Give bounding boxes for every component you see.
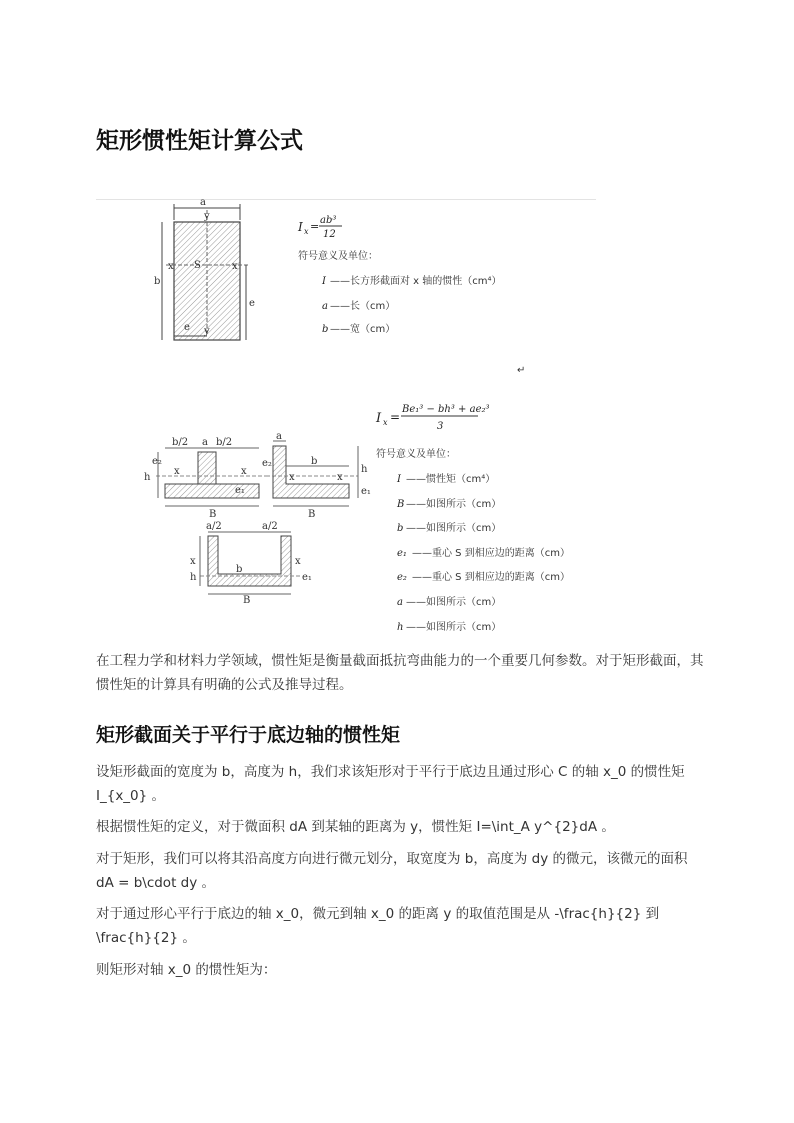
tu-legend-desc: ——如图所示（cm）: [406, 597, 502, 608]
label-t-b2-left: b/2: [172, 437, 189, 448]
tu-legend-symbol: h: [397, 622, 404, 633]
label-dim-b: b: [154, 276, 161, 287]
label-u-h: h: [190, 572, 197, 583]
section-heading: 矩形截面关于平行于底边轴的惯性矩: [96, 724, 401, 746]
return-marker: ↵: [517, 365, 526, 376]
formula-rect-lhs: I: [298, 220, 303, 234]
t-section-web: [198, 452, 216, 484]
label-l-x-right: x: [337, 472, 343, 483]
label-axis-y-top: y: [204, 211, 210, 222]
paragraph: 根据惯性矩的定义，对于微面积 dA 到某轴的距离为 y，惯性矩 I=\int_A y^{2}dA 。: [96, 819, 615, 835]
figure-svg: [96, 196, 596, 641]
label-t-e1: e₁: [235, 485, 245, 496]
u-section-shape: [208, 536, 291, 586]
formula-tu-numerator: Be₁³ − bh³ + ae₂³: [402, 404, 490, 415]
formula-tu-lhs: I: [376, 411, 382, 426]
label-l-h: h: [361, 464, 368, 475]
rectangle-formula: [297, 215, 342, 240]
tu-legend-desc: ——如图所示（cm）: [406, 523, 502, 534]
tu-legend-title: 符号意义及单位：: [376, 449, 456, 460]
label-l-b: b: [311, 456, 318, 467]
paragraph: 设矩形截面的宽度为 b，高度为 h，我们求该矩形对于平行于底边且通过形心 C 的轴 x_0 的惯性矩 I_{x_0} 。: [96, 764, 685, 804]
label-u-x-left: x: [190, 556, 196, 567]
label-l-e1: e₁: [361, 486, 371, 497]
paragraph: 则矩形对轴 x_0 的惯性矩为：: [96, 962, 277, 978]
tu-legend-desc: ——如图所示（cm）: [406, 499, 502, 510]
label-centroid: S: [194, 260, 201, 271]
t-section-diagram: [144, 437, 266, 520]
rect-legend-symbol: I: [322, 276, 326, 287]
formula-rect-sub: x: [304, 227, 309, 236]
label-u-e1: e₁: [302, 572, 312, 583]
formula-tu-denominator: 3: [437, 421, 444, 432]
label-l-a: a: [276, 431, 282, 442]
paragraph: 对于通过形心平行于底边的轴 x_0，微元到轴 x_0 的距离 y 的取值范围是从 -\frac{h}{2} 到 \frac{h}{2} 。: [96, 906, 660, 946]
label-dim-ez: e: [249, 298, 255, 309]
tu-legend-desc: ——重心 S 到相应边的距离（cm）: [412, 572, 570, 583]
label-t-B: B: [209, 509, 217, 520]
rectangle-section-diagram: [154, 197, 255, 340]
label-l-B: B: [308, 509, 316, 520]
label-t-b2-right: b/2: [216, 437, 233, 448]
label-t-a: a: [202, 437, 208, 448]
rect-legend-title: 符号意义及单位：: [298, 251, 378, 262]
rect-legend-symbol: a: [322, 301, 328, 312]
svg-text:=: =: [390, 410, 401, 424]
tu-legend-symbol: e₂: [397, 572, 407, 583]
tu-legend-symbol: B: [397, 499, 405, 510]
formula-rect-numerator: ab³: [320, 215, 337, 226]
tu-legend-list: [396, 472, 570, 633]
label-dim-ey: e: [184, 322, 190, 333]
tu-legend-desc: ——惯性矩（cm⁴）: [406, 474, 496, 485]
rect-legend-desc: ——宽（cm）: [330, 324, 396, 335]
formula-tu-sub: x: [383, 418, 388, 427]
tu-legend-symbol: I: [397, 474, 401, 485]
tu-formula: [375, 404, 490, 432]
tu-legend-desc: ——重心 S 到相应边的距离（cm）: [412, 548, 570, 559]
label-l-e2: e₂: [262, 458, 272, 469]
u-section-diagram: [190, 521, 312, 606]
label-axis-y-bottom: y: [204, 326, 210, 337]
label-u-a2-left: a/2: [206, 521, 222, 532]
label-u-B: B: [243, 595, 251, 606]
tu-legend-symbol: a: [397, 597, 403, 608]
page-title: 矩形惯性矩计算公式: [96, 128, 303, 154]
tu-legend-desc: ——如图所示（cm）: [406, 622, 502, 633]
l-section-diagram: [262, 431, 371, 520]
rect-legend-symbol: b: [322, 324, 329, 335]
figure-section-inertia-diagrams: [96, 196, 596, 641]
label-axis-x-right: x: [232, 261, 238, 272]
label-dim-a: a: [200, 197, 206, 208]
label-t-e2: e₂: [152, 456, 162, 467]
label-u-a2-right: a/2: [262, 521, 278, 532]
formula-rect-denominator: 12: [323, 229, 336, 240]
label-u-b: b: [236, 564, 243, 575]
label-u-x-right: x: [295, 556, 301, 567]
label-l-x-left: x: [289, 472, 295, 483]
label-t-x-right: x: [241, 466, 247, 477]
rect-legend-desc: ——长（cm）: [330, 301, 396, 312]
paragraph: 对于矩形，我们可以将其沿高度方向进行微元划分，取宽度为 b，高度为 dy 的微元，该微元的面积 dA = b\cdot dy 。: [96, 851, 688, 891]
svg-text:=: =: [310, 220, 320, 233]
intro-paragraph: 在工程力学和材料力学领域，惯性矩是衡量截面抵抗弯曲能力的一个重要几何参数。对于矩形截面，其惯性矩的计算具有明确的公式及推导过程。: [96, 653, 704, 693]
label-t-h: h: [144, 472, 151, 483]
tu-legend-symbol: b: [397, 523, 404, 534]
tu-legend-symbol: e₁: [397, 548, 407, 559]
label-t-x-left: x: [174, 466, 180, 477]
rect-legend-desc: ——长方形截面对 x 轴的惯性（cm⁴）: [330, 276, 502, 287]
label-axis-x-left: x: [168, 261, 174, 272]
rect-legend-list: [321, 274, 502, 335]
